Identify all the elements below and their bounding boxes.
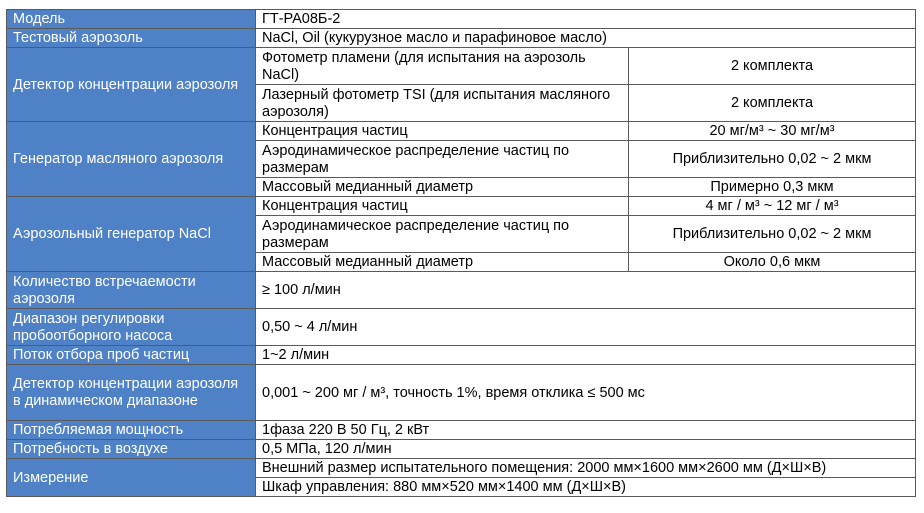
oil-generator-item-value: 20 мг/м³ ~ 30 мг/м³: [629, 122, 916, 141]
row-dynamic-detector: [7, 365, 916, 421]
detector-item-value: 2 комплекта: [629, 85, 916, 122]
nacl-generator-item-name: Концентрация частиц: [256, 197, 629, 216]
air-label: Потребность в воздухе: [7, 440, 256, 459]
row-detector-1: [7, 48, 916, 85]
measurement-value: Шкаф управления: 880 мм×520 мм×1400 мм (Д×Ш×В): [256, 478, 916, 497]
pump-label: Диапазон регулировки пробоотборного насоса: [7, 309, 256, 346]
nacl-generator-item-name: Массовый медианный диаметр: [256, 253, 629, 272]
test-aerosol-value: NaCl, Oil (кукурузное масло и парафиновое масло): [256, 29, 916, 48]
oil-generator-item-value: Примерно 0,3 мкм: [629, 178, 916, 197]
nacl-generator-item-value: Приблизительно 0,02 ~ 2 мкм: [629, 216, 916, 253]
row-pump: [7, 309, 916, 346]
row-nacl-generator-1: [7, 197, 916, 216]
nacl-generator-item-value: Около 0,6 мкм: [629, 253, 916, 272]
measurement-label: Измерение: [7, 459, 256, 497]
detector-item-name: Фотометр пламени (для испытания на аэрозоль NaCl): [256, 48, 629, 85]
model-label: Модель: [7, 10, 256, 29]
oil-generator-item-value: Приблизительно 0,02 ~ 2 мкм: [629, 141, 916, 178]
row-sampling: [7, 346, 916, 365]
oil-generator-item-name: Аэродинамическое распределение частиц по размерам: [256, 141, 629, 178]
nacl-generator-label: Аэрозольный генератор NaCl: [7, 197, 256, 272]
nacl-generator-item-name: Аэродинамическое распределение частиц по размерам: [256, 216, 629, 253]
row-test-aerosol: [7, 29, 916, 48]
air-value: 0,5 МПа, 120 л/мин: [256, 440, 916, 459]
measurement-value: Внешний размер испытательного помещения: 2000 мм×1600 мм×2600 мм (Д×Ш×В): [256, 459, 916, 478]
row-encounter: [7, 272, 916, 309]
row-model: [7, 10, 916, 29]
sampling-value: 1~2 л/мин: [256, 346, 916, 365]
power-label: Потребляемая мощность: [7, 421, 256, 440]
row-air: [7, 440, 916, 459]
pump-value: 0,50 ~ 4 л/мин: [256, 309, 916, 346]
specification-table: [6, 9, 916, 497]
dynamic-detector-value: 0,001 ~ 200 мг / м³, точность 1%, время отклика ≤ 500 мс: [256, 365, 916, 421]
row-oil-generator-1: [7, 122, 916, 141]
nacl-generator-item-value: 4 мг / м³ ~ 12 мг / м³: [629, 197, 916, 216]
model-value: ГТ-PA08Б-2: [256, 10, 916, 29]
row-power: [7, 421, 916, 440]
oil-generator-label: Генератор масляного аэрозоля: [7, 122, 256, 197]
row-measurement-1: [7, 459, 916, 478]
sampling-label: Поток отбора проб частиц: [7, 346, 256, 365]
spec-table-container: [6, 9, 916, 497]
encounter-value: ≥ 100 л/мин: [256, 272, 916, 309]
detector-label: Детектор концентрации аэрозоля: [7, 48, 256, 122]
test-aerosol-label: Тестовый аэрозоль: [7, 29, 256, 48]
detector-item-value: 2 комплекта: [629, 48, 916, 85]
encounter-label: Количество встречаемости аэрозоля: [7, 272, 256, 309]
dynamic-detector-label: Детектор концентрации аэрозоля в динамическом диапазоне: [7, 365, 256, 421]
oil-generator-item-name: Концентрация частиц: [256, 122, 629, 141]
detector-item-name: Лазерный фотометр TSI (для испытания масляного аэрозоля): [256, 85, 629, 122]
oil-generator-item-name: Массовый медианный диаметр: [256, 178, 629, 197]
power-value: 1фаза 220 В 50 Гц, 2 кВт: [256, 421, 916, 440]
